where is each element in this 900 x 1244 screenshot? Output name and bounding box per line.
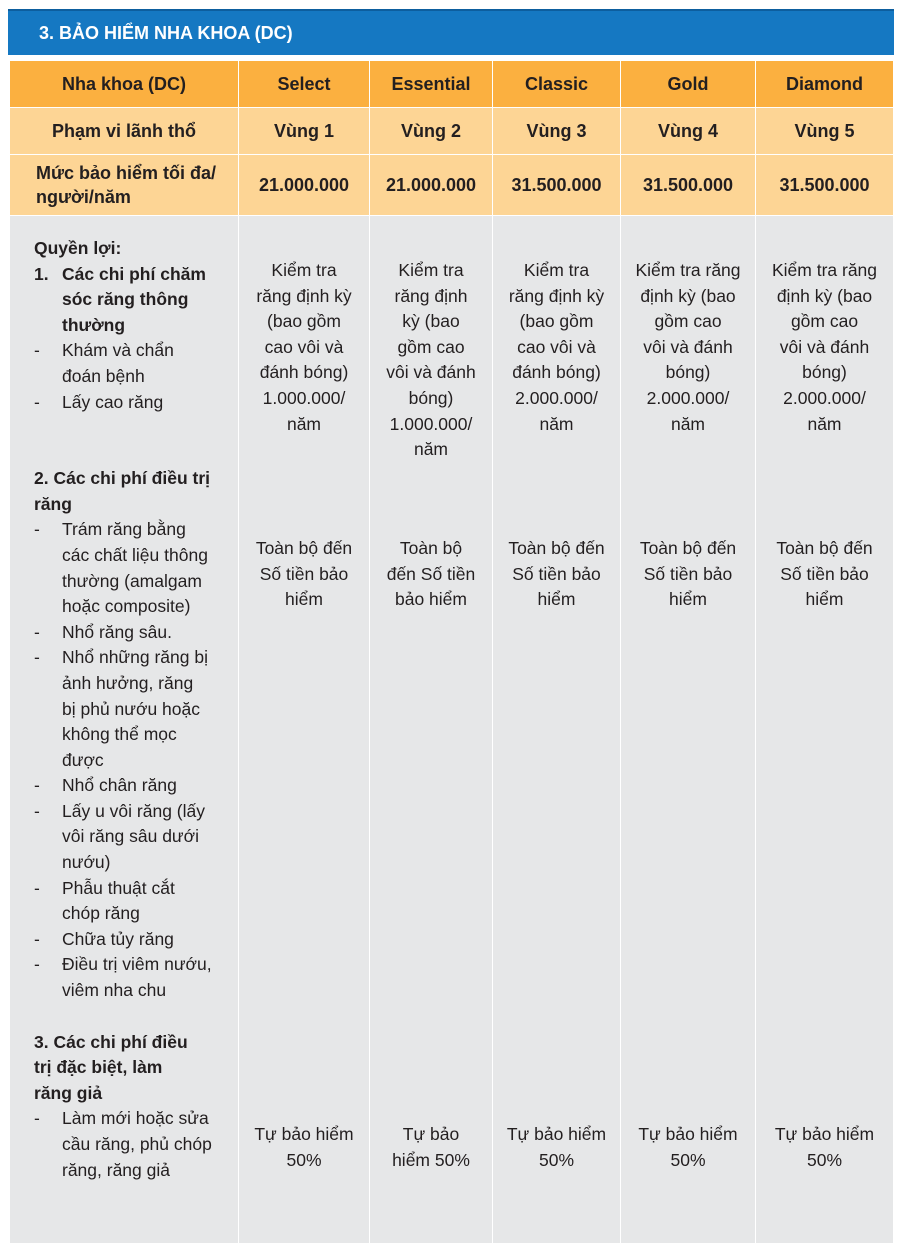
benefit-value-line: Số tiền bảo	[780, 563, 869, 584]
benefit-value-line: Số tiền bảo	[512, 563, 601, 584]
benefit-value-line: định kỳ (bao	[776, 285, 873, 306]
benefit-item-text	[62, 1106, 230, 1183]
benefit-list-item	[34, 952, 230, 1003]
dash-marker: -	[34, 1108, 40, 1129]
benefit-value-block	[493, 1122, 620, 1173]
benefit-values-classic	[493, 216, 621, 1244]
benefit-values-essential	[370, 216, 493, 1244]
benefit-value-block	[239, 536, 369, 613]
table-row-scope	[10, 108, 894, 155]
benefit-value-line: Tự bảo hiểm	[774, 1123, 875, 1144]
benefit-value-line: gồm cao	[790, 311, 859, 332]
benefit-value-line: răng định kỳ	[508, 285, 605, 306]
table-header-row	[10, 61, 894, 108]
benefit-item-line: viêm nha chu	[62, 980, 167, 1001]
benefit-value-line: Toàn bộ đến	[639, 537, 737, 558]
benefit-item-line: Chữa tủy răng	[62, 928, 174, 949]
benefit-value-line: định kỳ (bao	[640, 285, 736, 306]
benefit-value-block	[756, 536, 893, 613]
dash-marker: -	[34, 877, 40, 898]
benefit-item-line: được	[62, 749, 104, 770]
benefit-value-line: Kiểm tra răng	[771, 260, 878, 280]
limit-value: 21.000.000	[370, 155, 493, 216]
benefit-value-line: năm	[670, 413, 706, 434]
benefit-list-item	[34, 517, 230, 619]
group-title-line: sóc răng thông	[62, 289, 189, 310]
plan-select-header: Select	[239, 61, 370, 108]
benefit-list-item	[34, 338, 230, 389]
benefit-value-line: đánh bóng)	[512, 362, 601, 383]
benefit-item-text	[62, 645, 230, 773]
group-title-line: 3. Các chi phí điều	[34, 1031, 188, 1052]
benefit-list-item	[34, 773, 230, 799]
benefit-list-item	[34, 620, 230, 646]
benefit-value-line: kỳ (bao	[402, 311, 460, 332]
benefit-item-text	[62, 338, 230, 389]
benefit-value-line: Tự bảo hiểm	[638, 1123, 738, 1144]
scope-value: Vùng 1	[239, 108, 370, 155]
benefit-item-text	[62, 952, 230, 1003]
benefit-item-line: nướu)	[62, 852, 111, 873]
benefit-value-line: Kiểm tra	[271, 260, 337, 280]
benefit-values-diamond	[756, 216, 894, 1244]
group-title-line: trị đặc biệt, làm	[34, 1057, 163, 1078]
benefit-value-line: gồm cao	[654, 311, 722, 332]
benefit-value-line: răng định kỳ	[256, 285, 352, 306]
benefit-item-line: Làm mới hoặc sửa	[62, 1108, 209, 1129]
benefit-item-line: Lấy cao răng	[62, 391, 164, 412]
benefit-value-line: hiểm	[805, 589, 844, 610]
benefit-value-block	[756, 1122, 893, 1173]
benefit-value-line: đến Số tiền	[386, 563, 476, 584]
benefit-value-line: 2.000.000/	[783, 387, 866, 408]
benefit-value-line: hiểm	[669, 589, 707, 610]
benefit-item-text	[62, 517, 230, 619]
benefit-values-select	[239, 216, 370, 1244]
benefit-value-line: Số tiền bảo	[259, 563, 349, 584]
section-title-bar	[8, 9, 894, 55]
benefit-item-line: thường (amalgam	[62, 570, 202, 591]
benefit-value-block	[239, 1122, 369, 1173]
benefit-value-line: năm	[413, 439, 449, 460]
benefit-value-line: Toàn bộ	[399, 537, 463, 558]
table-row-benefits	[10, 216, 894, 1244]
limit-value: 21.000.000	[239, 155, 370, 216]
benefit-value-block	[370, 258, 492, 463]
dash-marker: -	[34, 954, 40, 975]
benefit-item-line: đoán bệnh	[62, 365, 145, 386]
benefit-value-line: đánh bóng)	[259, 362, 349, 383]
benefit-item-text	[62, 927, 230, 953]
header-label: Nha khoa (DC)	[10, 61, 239, 108]
benefit-value-line: 50%	[538, 1149, 575, 1170]
benefit-list-item	[34, 876, 230, 927]
benefit-value-line: (bao gồm	[519, 311, 594, 332]
benefit-value-line: Toàn bộ đến	[776, 537, 873, 558]
benefit-value-line: cao vôi và	[264, 336, 344, 357]
benefit-value-line: hiểm	[537, 589, 576, 610]
dash-marker: -	[34, 340, 40, 361]
benefit-list-item	[34, 927, 230, 953]
benefit-item-line: các chất liệu thông	[62, 544, 208, 565]
benefit-item-line: Nhổ răng sâu.	[62, 621, 172, 642]
benefit-value-line: vôi và đánh	[643, 336, 733, 357]
benefit-value-line: bóng)	[665, 362, 711, 383]
dash-marker: -	[34, 928, 40, 949]
benefit-value-line: Tự bảo	[402, 1123, 460, 1144]
benefit-group-1-title	[34, 262, 230, 339]
benefit-value-line: Tự bảo hiểm	[506, 1123, 607, 1144]
benefit-item-line: bị phủ nướu hoặc	[62, 698, 201, 719]
benefit-item-line: Khám và chẩn	[62, 340, 174, 361]
benefit-value-block	[493, 258, 620, 437]
dental-benefits-table	[9, 60, 894, 1244]
benefit-value-block	[239, 258, 369, 437]
group-title-line: răng	[34, 493, 72, 514]
benefit-value-line: 50%	[286, 1149, 322, 1170]
benefit-list-item	[34, 799, 230, 876]
group-gap	[34, 1004, 230, 1030]
group-title-line: răng giả	[34, 1082, 103, 1103]
benefit-value-line: năm	[807, 413, 842, 434]
benefit-value-line: bóng)	[802, 362, 847, 383]
table-row-limit	[10, 155, 894, 216]
benefits-cell	[10, 216, 239, 1244]
dash-marker: -	[34, 647, 40, 668]
benefit-value-line: năm	[539, 413, 574, 434]
limit-label-line: người/năm	[36, 187, 131, 207]
benefit-item-line: Điều trị viêm nướu,	[62, 954, 212, 975]
benefits-heading: Quyền lợi:	[34, 238, 122, 258]
benefit-item-line: chóp răng	[62, 903, 140, 924]
limit-label-line: Mức bảo hiểm tối đa/	[36, 163, 217, 183]
plan-gold-header: Gold	[621, 61, 756, 108]
plan-diamond-header: Diamond	[756, 61, 894, 108]
group-title	[62, 262, 230, 339]
benefit-value-line: năm	[286, 413, 322, 434]
benefit-value-line: bóng)	[408, 387, 454, 408]
benefit-value-block	[621, 1122, 755, 1173]
dash-marker: -	[34, 800, 40, 821]
benefit-value-line: Kiểm tra	[398, 260, 464, 280]
benefit-value-line: 50%	[670, 1149, 706, 1170]
benefit-value-block	[493, 536, 620, 613]
dash-marker: -	[34, 519, 40, 540]
scope-value: Vùng 4	[621, 108, 756, 155]
benefit-value-line: Kiểm tra	[523, 260, 590, 280]
benefit-item-text	[62, 773, 230, 799]
scope-value: Vùng 2	[370, 108, 493, 155]
benefit-value-line: 1.000.000/	[389, 413, 473, 434]
group-title-line: 2. Các chi phí điều trị	[34, 468, 211, 489]
benefit-value-block	[621, 258, 755, 437]
limit-label	[10, 155, 239, 216]
scope-value: Vùng 3	[493, 108, 621, 155]
benefit-list-item	[34, 390, 230, 416]
benefit-value-line: 50%	[806, 1149, 843, 1170]
limit-value: 31.500.000	[493, 155, 621, 216]
benefit-value-line: (bao gồm	[267, 311, 341, 332]
benefit-value-block	[370, 536, 492, 613]
benefit-value-line: 2.000.000/	[515, 387, 598, 408]
limit-value: 31.500.000	[621, 155, 756, 216]
benefit-value-block	[621, 536, 755, 613]
benefit-list-item	[34, 1106, 230, 1183]
benefit-item-line: Trám răng bằng	[62, 519, 186, 540]
benefit-item-text	[62, 390, 230, 416]
group-title-line: thường	[62, 314, 126, 335]
benefit-value-line: vôi và đánh	[386, 362, 476, 383]
benefit-item-line: vôi răng sâu dưới	[62, 826, 200, 847]
benefit-value-line: Toàn bộ đến	[508, 537, 605, 558]
benefit-item-line: răng, răng giả	[62, 1159, 170, 1180]
benefit-value-line: vôi và đánh	[779, 336, 870, 357]
benefit-value-block	[756, 258, 893, 437]
benefit-value-line: Toàn bộ đến	[255, 537, 353, 558]
plan-essential-header: Essential	[370, 61, 493, 108]
benefit-item-line: Phẫu thuật cắt	[62, 877, 175, 898]
dash-marker: -	[34, 775, 40, 796]
benefit-value-line: 2.000.000/	[646, 387, 730, 408]
benefit-value-block	[370, 1122, 492, 1173]
benefit-item-text	[62, 799, 230, 876]
benefit-item-line: Lấy u vôi răng (lấy	[62, 800, 205, 821]
plan-classic-header: Classic	[493, 61, 621, 108]
benefit-list-item	[34, 645, 230, 773]
benefit-value-line: răng định	[394, 285, 468, 306]
benefit-value-line: Kiểm tra răng	[635, 260, 741, 280]
benefit-item-line: Nhổ những răng bị	[62, 647, 208, 668]
benefit-item-line: không thể mọc	[62, 724, 177, 745]
benefit-value-line: hiểm	[285, 589, 323, 610]
benefit-item-line: ảnh hưởng, răng	[62, 672, 194, 693]
benefit-value-line: 1.000.000/	[262, 387, 346, 408]
benefit-values-gold	[621, 216, 756, 1244]
section-title: 3. BẢO HIỂM NHA KHOA (DC)	[39, 22, 293, 43]
benefit-item-line: Nhổ chân răng	[62, 775, 177, 796]
benefit-value-line: hiểm 50%	[392, 1149, 470, 1170]
benefit-value-line: gồm cao	[397, 336, 465, 357]
scope-label: Phạm vi lãnh thổ	[10, 108, 239, 155]
limit-value: 31.500.000	[756, 155, 894, 216]
dash-marker: -	[34, 391, 40, 412]
benefit-value-line: bảo hiểm	[395, 589, 467, 610]
group-title-line: Các chi phí chăm	[62, 263, 206, 284]
benefit-value-line: Số tiền bảo	[643, 563, 733, 584]
benefit-value-line: Tự bảo hiểm	[254, 1123, 354, 1144]
dash-marker: -	[34, 621, 40, 642]
benefit-item-line: hoặc composite)	[62, 596, 191, 617]
group-gap	[34, 415, 230, 466]
benefit-item-line: cầu răng, phủ chóp	[62, 1134, 212, 1154]
benefit-value-line: cao vôi và	[517, 336, 596, 357]
scope-value: Vùng 5	[756, 108, 894, 155]
benefit-item-text	[62, 876, 230, 927]
group-number: 1.	[34, 263, 49, 284]
benefit-item-text	[62, 620, 230, 646]
